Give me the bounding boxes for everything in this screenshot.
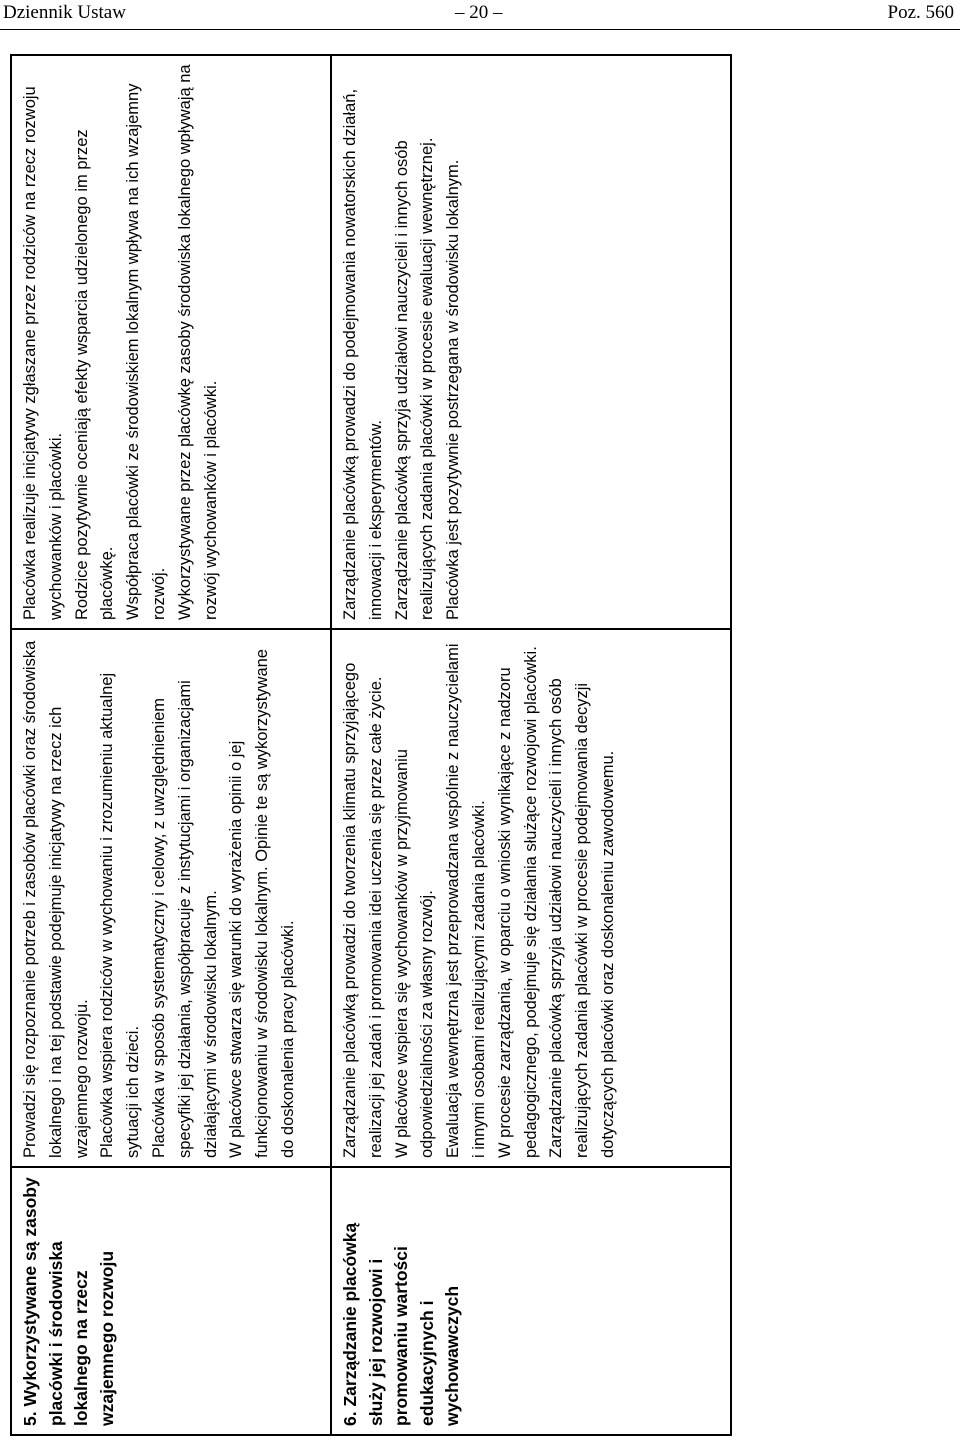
row-divider	[330, 56, 332, 1434]
page-number: – 20 –	[455, 2, 503, 23]
row-1-effects-cell	[18, 64, 324, 620]
position-number: Poz. 560	[887, 2, 954, 23]
row-1-action-1: Prowadzi się rozpoznanie potrzeb i zasobów placówki oraz środowiska lokalnego i na tej podstawie podejmuje inicjatywy na rzecz ich wzajemnego rozwoju.	[21, 640, 91, 1158]
row-2-action-5: Zarządzanie placówką sprzyja udziałowi nauczycieli i innych osób realizujących zadania placówki w procesie podejmowania decyzji dotyczących placówki oraz doskonaleniu zawodowemu.	[547, 678, 617, 1158]
header-rule	[0, 29, 960, 30]
column-divider-2	[12, 628, 730, 630]
row-1-action-2: Placówka wspiera rodziców w wychowaniu i zrozumieniu aktualnej sytuacji ich dzieci.	[98, 672, 143, 1158]
row-2-action-4: W procesie zarządzania, w oparciu o wnioski wynikające z nadzoru pedagogicznego, podejmuje się działania służące rozwojowi placówki.	[495, 646, 540, 1158]
journal-title: Dziennik Ustaw	[3, 2, 126, 23]
row-2-title: 6. Zarządzanie placówką służy jej rozwojowi i promowaniu wartości edukacyjnych i wychowawczych	[340, 1222, 462, 1426]
row-2-effect-3: Placówka jest pozytywnie postrzegana w środowisku lokalnym.	[444, 159, 463, 620]
row-1-title: 5. Wykorzystywane są zasoby placówki i środowiska lokalnego na rzecz wzajemnego rozwoju	[20, 1177, 117, 1426]
row-1-action-3: Placówka w sposób systematyczny i celowy, z uwzględnieniem specyfiki jej działania, współpracuje z instytucjami i organizacjami działającymi w środowisku lokalnym.	[149, 680, 220, 1158]
row-1-actions-cell	[18, 638, 324, 1158]
row-1-action-4: W placówce stwarza się warunki do wyrażenia opinii o jej funkcjonowaniu w środowisku lokalnym. Opinie te są wykorzystywane do doskonalenia pracy placówki.	[227, 649, 297, 1158]
requirements-table	[10, 54, 732, 1436]
page-header	[0, 0, 960, 28]
row-1-effect-4: Wykorzystywane przez placówkę zasoby środowiska lokalnego wpływają na rozwój wychowanków i placówki.	[175, 64, 220, 620]
row-2-actions-cell	[338, 638, 724, 1158]
row-1-effect-2: Rodzice pozytywnie oceniają efekty wsparcia udzielonego im przez placówkę.	[72, 129, 117, 620]
row-2-action-1: Zarządzanie placówką prowadzi do tworzenia klimatu sprzyjającego realizacji jej zadań i promowania idei uczenia się przez całe życie.	[341, 662, 385, 1158]
row-2-action-2: W placówce wspiera się wychowanków w przyjmowaniu odpowiedzialności za własny rozwój.	[392, 749, 437, 1158]
row-1-effect-3: Współpraca placówki ze środowiskiem lokalnym wpływa na ich wzajemny rozwój.	[124, 83, 168, 620]
row-2-effect-1: Zarządzanie placówką prowadzi do podejmowania nowatorskich działań, innowacji i eksperymentów.	[341, 88, 385, 620]
row-2-effect-2: Zarządzanie placówką sprzyja udziałowi nauczycieli i innych osób realizujących zadania placówki w procesie ewaluacji wewnętrznej.	[392, 137, 437, 620]
column-divider-1	[12, 1166, 730, 1168]
row-2-effects-cell	[338, 64, 724, 620]
row-1-title-cell	[18, 1176, 324, 1426]
row-1-effect-1: Placówka realizuje inicjatywy zgłaszane przez rodziców na rzecz rozwoju wychowanków i placówki.	[21, 86, 65, 620]
row-2-action-3: Ewaluacja wewnętrzna jest przeprowadzana wspólnie z nauczycielami i innymi osobami realizującymi zadania placówki.	[444, 643, 488, 1158]
row-2-title-cell	[338, 1176, 724, 1426]
rotated-table-wrapper	[10, 56, 730, 1436]
